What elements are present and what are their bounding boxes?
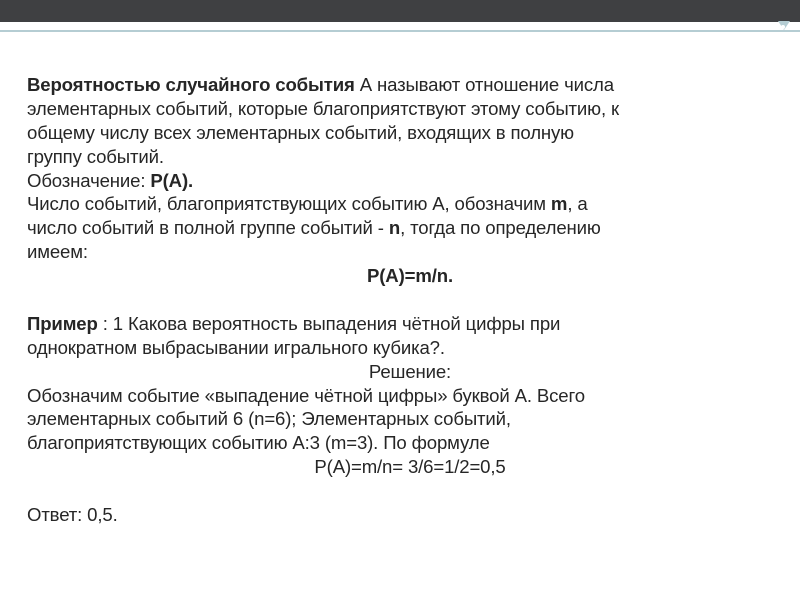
blank-line [27, 288, 793, 312]
counts-text: , а [567, 193, 588, 215]
slide-body [27, 73, 793, 527]
counts-text: число событий в полной группе событий - [27, 217, 389, 239]
solution-line-3: благоприятствующих событию А:3 (m=3). По формуле [27, 432, 490, 454]
counts-line-1 [27, 192, 793, 216]
definition-line-3: общему числу всех элементарных событий, входящих в полную [27, 121, 574, 143]
definition-term: Вероятностью случайного события [27, 74, 355, 95]
example-text: : 1 Какова вероятность выпадения чётной цифры при [97, 312, 561, 334]
solution-heading: Решение: [368, 360, 452, 382]
example-line-2: однократном выбрасывании игрального кубика?. [27, 336, 445, 358]
definition-line-1 [27, 73, 793, 97]
answer-line: Ответ: 0,5. [27, 504, 118, 526]
corner-dot-icon [781, 25, 785, 29]
formula-text: Р(А)=m/n. [367, 265, 453, 287]
definition-line-2: элементарных событий, которые благоприятствуют этому событию, к [27, 97, 619, 119]
solution-line-2: элементарных событий 6 (n=6); Элементарных событий, [27, 408, 511, 430]
counts-text: Число событий, благоприятствующих событию А, обозначим [27, 193, 551, 215]
counts-text: , тогда по определению [400, 217, 601, 239]
symbol-n: n [388, 217, 401, 239]
counts-line-3: имеем: [27, 241, 88, 263]
probability-formula [27, 264, 793, 288]
solution-line-1: Обозначим событие «выпадение чётной цифры» буквой А. Всего [27, 384, 585, 406]
example-line-1 [27, 312, 793, 336]
definition-line-4: группу событий. [27, 145, 164, 167]
accent-rule [0, 30, 800, 32]
notation-value: Р(А). [150, 169, 194, 191]
notation-label: Обозначение: [27, 169, 151, 191]
notation-line [27, 169, 793, 193]
blank-line [27, 479, 793, 503]
definition-text: А называют отношение числа [354, 74, 614, 95]
example-label: Пример [27, 312, 98, 334]
symbol-m: m [550, 193, 568, 215]
top-decorative-bar [0, 0, 800, 22]
solution-formula: Р(А)=m/n= 3/6=1/2=0,5 [314, 456, 506, 478]
counts-line-2 [27, 216, 793, 240]
